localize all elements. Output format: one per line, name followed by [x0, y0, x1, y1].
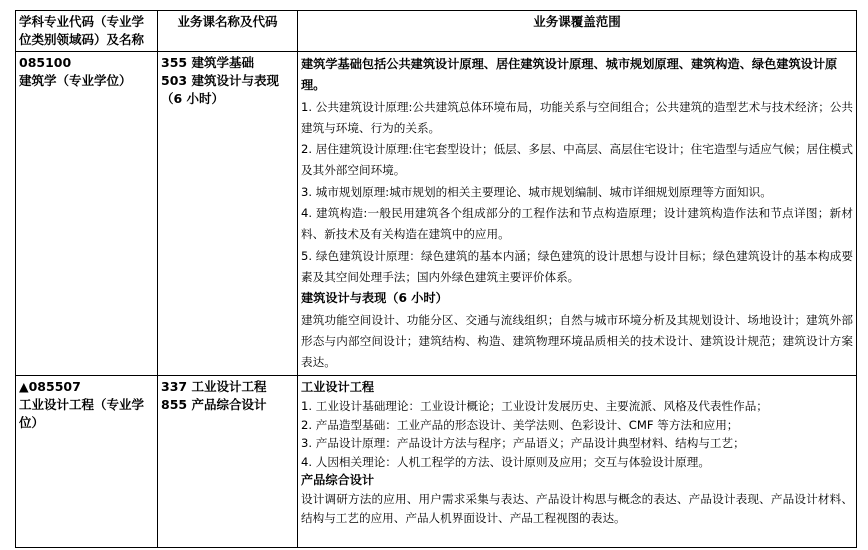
table-header-row [16, 11, 857, 52]
scope-item: 1. 工业设计基础理论：工业设计概论；工业设计发展历史、主要流派、风格及代表性作品； [301, 399, 768, 414]
discipline-code: ▲085507 [19, 379, 81, 395]
header-discipline-code: 学科专业代码（专业学位类别领域码）及名称 [16, 11, 158, 52]
discipline-cell [16, 376, 158, 548]
discipline-name: 建筑学（专业学位） [19, 73, 132, 88]
course-item: 855 产品综合设计 [161, 397, 267, 413]
scope-heading: 工业设计工程 [301, 380, 375, 395]
scope-item: 建筑功能空间设计、功能分区、交通与流线组织；自然与城市环境分析及其规划设计、场地设计；建筑外部形态与内部空间设计；建筑结构、构造、建筑物理环境品质相关的技术设计、建筑设计规范；建筑设计方案表达。 [301, 312, 853, 370]
scope-item: 3. 产品设计原理：产品设计方法与程序；产品语义；产品设计典型材料、结构与工艺； [301, 436, 745, 451]
header-course-scope: 业务课覆盖范围 [298, 11, 857, 52]
scope-item: 2. 产品造型基础：工业产品的形态设计、美学法则、色彩设计、CMF 等方法和应用； [301, 417, 739, 432]
courses-cell [158, 376, 298, 548]
scope-item: 1. 公共建筑设计原理:公共建筑总体环境布局，功能关系与空间组合；公共建筑的造型艺术与技术经济；公共建筑与环境、行为的关系。 [301, 99, 853, 135]
scope-heading: 产品综合设计 [301, 473, 375, 488]
table-row [16, 376, 857, 548]
course-item: 503 建筑设计与表现（6 小时） [161, 73, 279, 106]
scope-item: 4. 建筑构造:一般民用建筑各个组成部分的工程作法和节点构造原理；设计建筑构造作法和节点详图；新材料、新技术及有关构造在建筑中的应用。 [301, 206, 853, 242]
scope-item: 2. 居住建筑设计原理:住宅套型设计；低层、多层、中高层、高层住宅设计；住宅造型与适应气候；居住模式及其外部空间环境。 [301, 142, 853, 178]
courses-cell [158, 52, 298, 376]
course-table [15, 10, 857, 548]
scope-item: 3. 城市规划原理:城市规划的相关主要理论、城市规划编制、城市详细规划原理等方面知识。 [301, 184, 772, 199]
header-course-name: 业务课名称及代码 [158, 11, 298, 52]
scope-heading: 建筑设计与表现（6 小时） [301, 291, 448, 306]
discipline-code: 085100 [19, 55, 72, 70]
table-row [16, 52, 857, 376]
scope-item: 4. 人因相关理论：人机工程学的方法、设计原则及应用；交互与体验设计原理。 [301, 454, 710, 469]
scope-item: 设计调研方法的应用、用户需求采集与表达、产品设计构思与概念的表达、产品设计表现、产品设计材料、结构与工艺的应用、产品人机界面设计、产品工程视图的表达。 [301, 492, 853, 525]
scope-heading: 建筑学基础包括公共建筑设计原理、居住建筑设计原理、城市规划原理、建筑构造、绿色建筑设计原理。 [301, 57, 838, 93]
course-item: 337 工业设计工程 [161, 379, 267, 395]
scope-item: 5. 绿色建筑设计原理：绿色建筑的基本内涵；绿色建筑的设计思想与设计目标；绿色建筑设计的基本构成要素及其空间处理手法；国内外绿色建筑主要评价体系。 [301, 248, 853, 284]
course-item: 355 建筑学基础 [161, 55, 254, 70]
discipline-name: 工业设计工程（专业学位） [19, 397, 145, 431]
scope-cell [298, 52, 857, 376]
discipline-cell [16, 52, 158, 376]
scope-cell [298, 376, 857, 548]
